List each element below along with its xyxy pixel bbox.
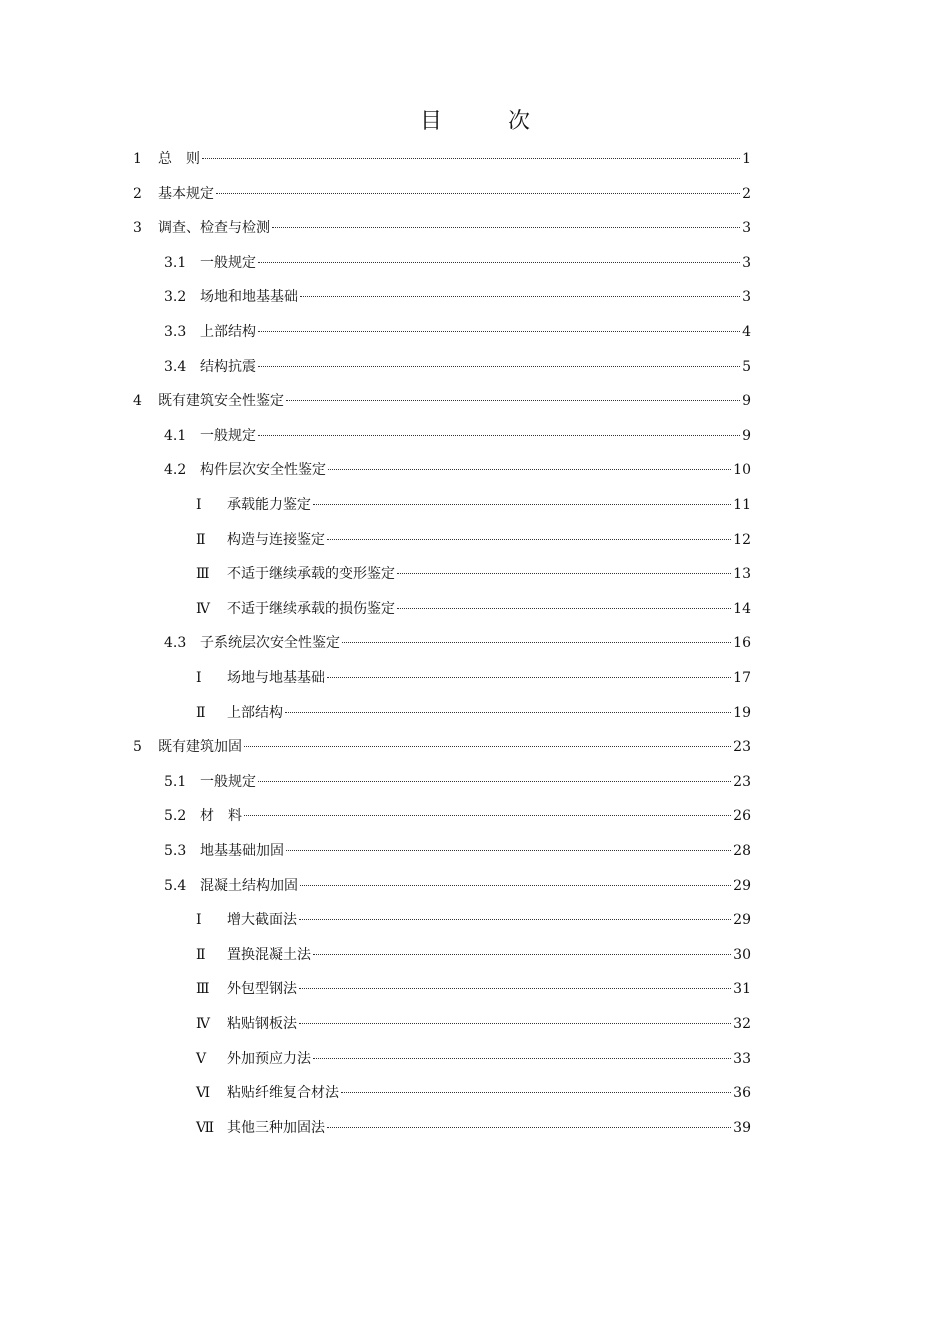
toc-entry-title: 增大截面法 — [227, 912, 297, 929]
toc-entry-page: 28 — [733, 843, 751, 859]
toc-entry[interactable] — [133, 148, 751, 170]
dot-leader — [300, 885, 731, 886]
toc-entry[interactable] — [164, 321, 751, 343]
toc-entry[interactable] — [164, 805, 751, 827]
toc-entry-page: 9 — [742, 393, 751, 410]
toc-entry-number: Ⅳ — [196, 600, 210, 617]
toc-entry-number: 5.2 — [164, 808, 187, 825]
toc-entry[interactable] — [133, 736, 751, 758]
dot-leader — [258, 262, 740, 263]
dot-leader — [202, 158, 740, 159]
toc-entry-page: 3 — [742, 220, 751, 237]
toc-entry[interactable] — [196, 563, 751, 585]
toc-entry[interactable] — [164, 286, 751, 308]
toc-entry-page: 14 — [733, 600, 751, 617]
dot-leader — [244, 746, 731, 747]
toc-entry[interactable] — [164, 356, 751, 378]
toc-entry-title: 不适于继续承载的变形鉴定 — [227, 566, 395, 583]
toc-entry-page: 39 — [733, 1119, 751, 1136]
toc-entry[interactable] — [133, 390, 751, 412]
toc-entry-number: 5.4 — [164, 877, 187, 894]
toc-entry-page: 23 — [733, 739, 751, 756]
page-title: 目 次 — [419, 109, 552, 134]
dot-leader — [342, 642, 731, 643]
toc-entry-number: 1 — [133, 151, 142, 167]
toc-entry-title: 场地与地基基础 — [227, 670, 325, 686]
toc-entry-number: Ⅱ — [196, 704, 206, 721]
toc-entry-page: 33 — [733, 1050, 751, 1067]
dot-leader — [258, 781, 731, 782]
dot-leader — [299, 919, 731, 920]
toc-entry-title: 一般规定 — [200, 254, 256, 271]
toc-entry[interactable] — [164, 459, 751, 481]
toc-entry-title: 置换混凝土法 — [227, 946, 311, 963]
toc-entry-number: 4 — [133, 393, 142, 410]
toc-entry-number: 5 — [133, 739, 142, 756]
toc-entry-title: 总 则 — [158, 151, 200, 167]
toc-entry-title: 结构抗震 — [200, 358, 256, 375]
dot-leader — [327, 1127, 731, 1128]
toc-entry-title: 材 料 — [200, 808, 242, 825]
toc-entry-title: 基本规定 — [158, 185, 214, 202]
toc-entry[interactable] — [196, 702, 751, 724]
toc-entry-page: 4 — [742, 324, 751, 340]
dot-leader — [258, 331, 740, 332]
toc-entry-number: Ⅶ — [196, 1119, 215, 1136]
toc-entry-page: 17 — [733, 670, 751, 686]
dot-leader — [299, 988, 731, 989]
toc-entry[interactable] — [196, 909, 751, 931]
toc-entry-title: 上部结构 — [200, 324, 256, 340]
toc-entry[interactable] — [164, 252, 751, 274]
toc-entry[interactable] — [196, 1013, 751, 1035]
toc-entry-number: 4.2 — [164, 462, 187, 479]
toc-entry-page: 31 — [733, 981, 751, 998]
toc-entry-title: 其他三种加固法 — [227, 1119, 325, 1136]
toc-entry-title: 场地和地基基础 — [200, 289, 298, 306]
dot-leader — [397, 573, 731, 574]
toc-entry[interactable] — [196, 944, 751, 966]
toc-entry[interactable] — [164, 425, 751, 447]
toc-entry-page: 1 — [742, 151, 751, 167]
dot-leader — [258, 366, 740, 367]
toc-entry[interactable] — [164, 875, 751, 897]
dot-leader — [286, 400, 740, 401]
dot-leader — [286, 850, 731, 851]
toc-entry-title: 一般规定 — [200, 427, 256, 444]
dot-leader — [285, 712, 731, 713]
toc-entry-title: 外加预应力法 — [227, 1050, 311, 1067]
dot-leader — [313, 954, 731, 955]
dot-leader — [327, 539, 731, 540]
toc-entry-number: Ⅴ — [196, 1050, 207, 1067]
dot-leader — [244, 815, 731, 816]
toc-entry-title: 既有建筑安全性鉴定 — [158, 393, 284, 410]
toc-entry-number: 5.1 — [164, 773, 187, 790]
dot-leader — [299, 1023, 731, 1024]
toc-entry-title: 不适于继续承载的损伤鉴定 — [227, 600, 395, 617]
dot-leader — [272, 227, 740, 228]
toc-entry-title: 外包型钢法 — [227, 981, 297, 998]
toc-entry-title: 承载能力鉴定 — [227, 497, 311, 513]
toc-entry-page: 5 — [742, 358, 751, 375]
toc-entry[interactable] — [196, 978, 751, 1000]
toc-entry-title: 地基基础加固 — [200, 843, 284, 859]
toc-entry-page: 13 — [733, 566, 751, 583]
toc-entry-number: Ⅰ — [196, 912, 202, 929]
toc-entry-page: 10 — [733, 462, 751, 479]
toc-entry-number: 4.3 — [164, 635, 187, 652]
toc-entry-number: 5.3 — [164, 843, 187, 859]
toc-entry-number: 4.1 — [164, 427, 187, 444]
toc-entry[interactable] — [196, 667, 751, 689]
toc-entry[interactable] — [196, 1117, 751, 1139]
toc-entry-page: 29 — [733, 912, 751, 929]
toc-entry-number: Ⅵ — [196, 1085, 211, 1102]
toc-entry-page: 36 — [733, 1085, 751, 1102]
toc-entry-number: 3.3 — [164, 324, 187, 340]
toc-entry[interactable] — [196, 494, 751, 516]
toc-entry-page: 26 — [733, 808, 751, 825]
toc-entry-number: Ⅱ — [196, 946, 206, 963]
toc-entry[interactable] — [164, 771, 751, 793]
dot-leader — [216, 193, 740, 194]
toc-entry-title: 上部结构 — [227, 704, 283, 721]
toc-entry-page: 3 — [742, 289, 751, 306]
toc-entry-number: Ⅰ — [196, 670, 202, 686]
toc-entry[interactable] — [196, 529, 751, 551]
toc-entry-title: 混凝土结构加固 — [200, 877, 298, 894]
dot-leader — [313, 1058, 731, 1059]
toc-entry-title: 粘贴钢板法 — [227, 1016, 297, 1032]
toc-entry-number: 3.4 — [164, 358, 187, 375]
toc-entry-number: 3.1 — [164, 254, 187, 271]
toc-entry[interactable] — [164, 632, 751, 654]
toc-entry-number: Ⅳ — [196, 1016, 210, 1032]
toc-entry-page: 2 — [742, 185, 751, 202]
toc-entry-page: 11 — [733, 497, 751, 513]
toc-entry-number: 2 — [133, 185, 142, 202]
toc-entry-title: 既有建筑加固 — [158, 739, 242, 756]
toc-entry-title: 调查、检查与检测 — [158, 220, 270, 237]
toc-entry-title: 一般规定 — [200, 773, 256, 790]
toc-entry-page: 32 — [733, 1016, 751, 1032]
toc-entry-page: 3 — [742, 254, 751, 271]
toc-entry-page: 19 — [733, 704, 751, 721]
toc-entry-number: Ⅱ — [196, 531, 206, 548]
toc-entry[interactable] — [133, 183, 751, 205]
toc-entry-title: 子系统层次安全性鉴定 — [200, 635, 340, 652]
dot-leader — [300, 296, 740, 297]
toc-entry-page: 12 — [733, 531, 751, 548]
toc-entry-page: 29 — [733, 877, 751, 894]
dot-leader — [397, 608, 731, 609]
dot-leader — [313, 504, 731, 505]
dot-leader — [258, 435, 740, 436]
toc-entry[interactable] — [196, 598, 751, 620]
toc-entry[interactable] — [196, 1048, 751, 1070]
dot-leader — [327, 677, 731, 678]
toc-entry-page: 23 — [733, 773, 751, 790]
toc-entry-number: Ⅲ — [196, 981, 210, 998]
toc-entry-title: 构件层次安全性鉴定 — [200, 462, 326, 479]
toc-entry-title: 构造与连接鉴定 — [227, 531, 325, 548]
toc-entry-number: Ⅲ — [196, 566, 210, 583]
toc-entry[interactable] — [164, 840, 751, 862]
toc-entry[interactable] — [196, 1082, 751, 1104]
toc-entry-number: Ⅰ — [196, 497, 202, 513]
toc-entry[interactable] — [133, 217, 751, 239]
toc-entry-page: 9 — [742, 427, 751, 444]
toc-entry-title: 粘贴纤维复合材法 — [227, 1085, 339, 1102]
toc-entry-number: 3.2 — [164, 289, 187, 306]
toc-entry-page: 16 — [733, 635, 751, 652]
toc-entry-page: 30 — [733, 946, 751, 963]
toc-entry-number: 3 — [133, 220, 142, 237]
dot-leader — [341, 1092, 731, 1093]
dot-leader — [328, 469, 731, 470]
